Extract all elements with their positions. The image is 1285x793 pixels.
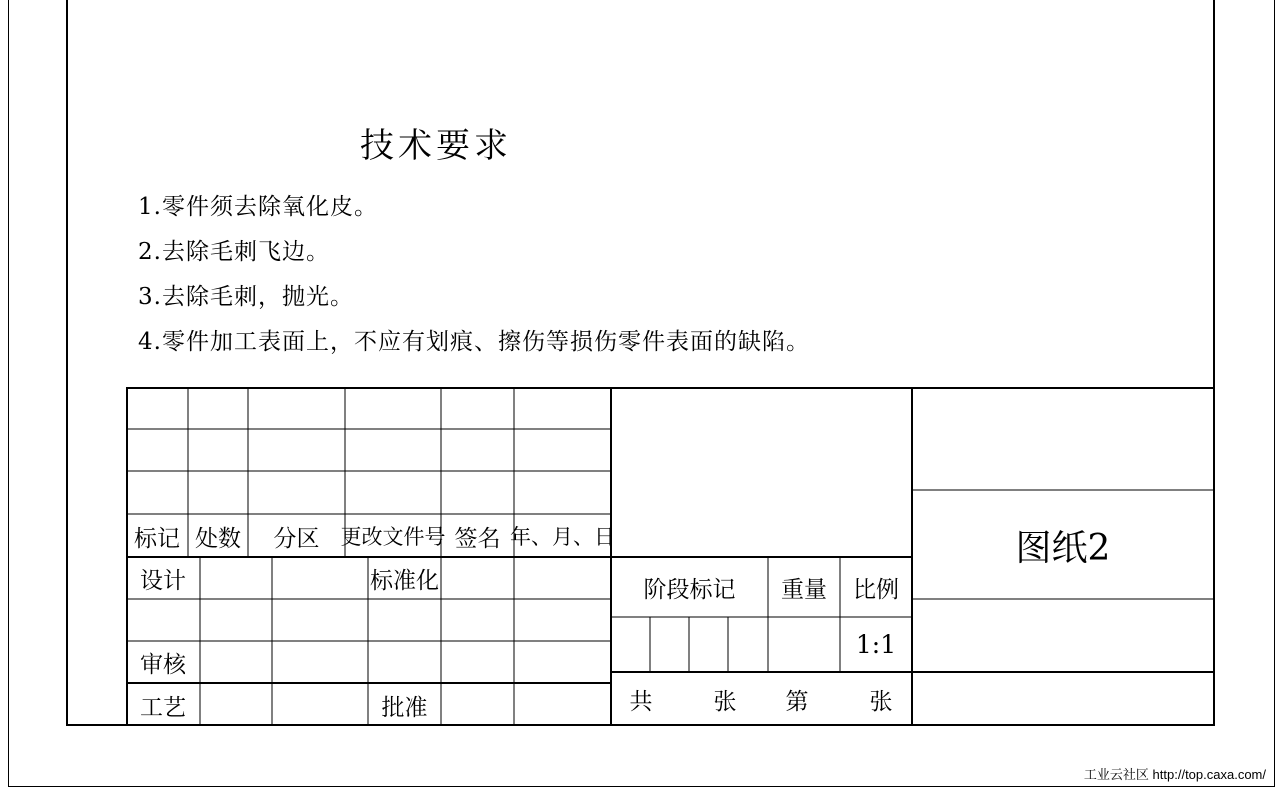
title-block (126, 387, 1214, 726)
footer-watermark (1084, 764, 1266, 783)
sheets-label-2: 张 (869, 688, 893, 715)
header-date: 年、月、日 (510, 525, 615, 549)
approve-label: 批准 (381, 694, 428, 721)
design-label: 设计 (140, 568, 186, 594)
requirement-item: 3.去除毛刺，抛光。 (138, 284, 354, 310)
community-url[interactable]: http://top.caxa.com/ (1152, 767, 1266, 782)
stage-mark-label: 阶段标记 (643, 577, 736, 603)
sheets-label: 张 (713, 688, 737, 715)
header-count: 处数 (195, 525, 241, 552)
header-zone: 分区 (273, 525, 320, 552)
requirement-item: 4.零件加工表面上，不应有划痕、擦伤等损伤零件表面的缺陷。 (138, 329, 810, 355)
requirement-item: 1.零件须去除氧化皮。 (138, 194, 378, 220)
community-name: 工业云社区 (1083, 767, 1149, 782)
sheet-no-label: 第 (785, 688, 809, 715)
standardization-label: 标准化 (370, 568, 439, 594)
header-signature: 签名 (454, 525, 501, 552)
weight-label: 重量 (781, 577, 827, 603)
total-label: 共 (629, 688, 653, 715)
scale-value: 1:1 (855, 630, 897, 659)
scale-label: 比例 (853, 577, 899, 603)
technical-requirements-heading: 技术要求 (360, 126, 512, 166)
header-mark: 标记 (134, 525, 180, 552)
requirement-item: 2.去除毛刺飞边。 (138, 239, 330, 265)
process-label: 工艺 (140, 694, 186, 721)
drawing-name: 图纸2 (1015, 527, 1111, 569)
header-change-doc: 更改文件号 (340, 525, 446, 549)
review-label: 审核 (140, 651, 186, 678)
